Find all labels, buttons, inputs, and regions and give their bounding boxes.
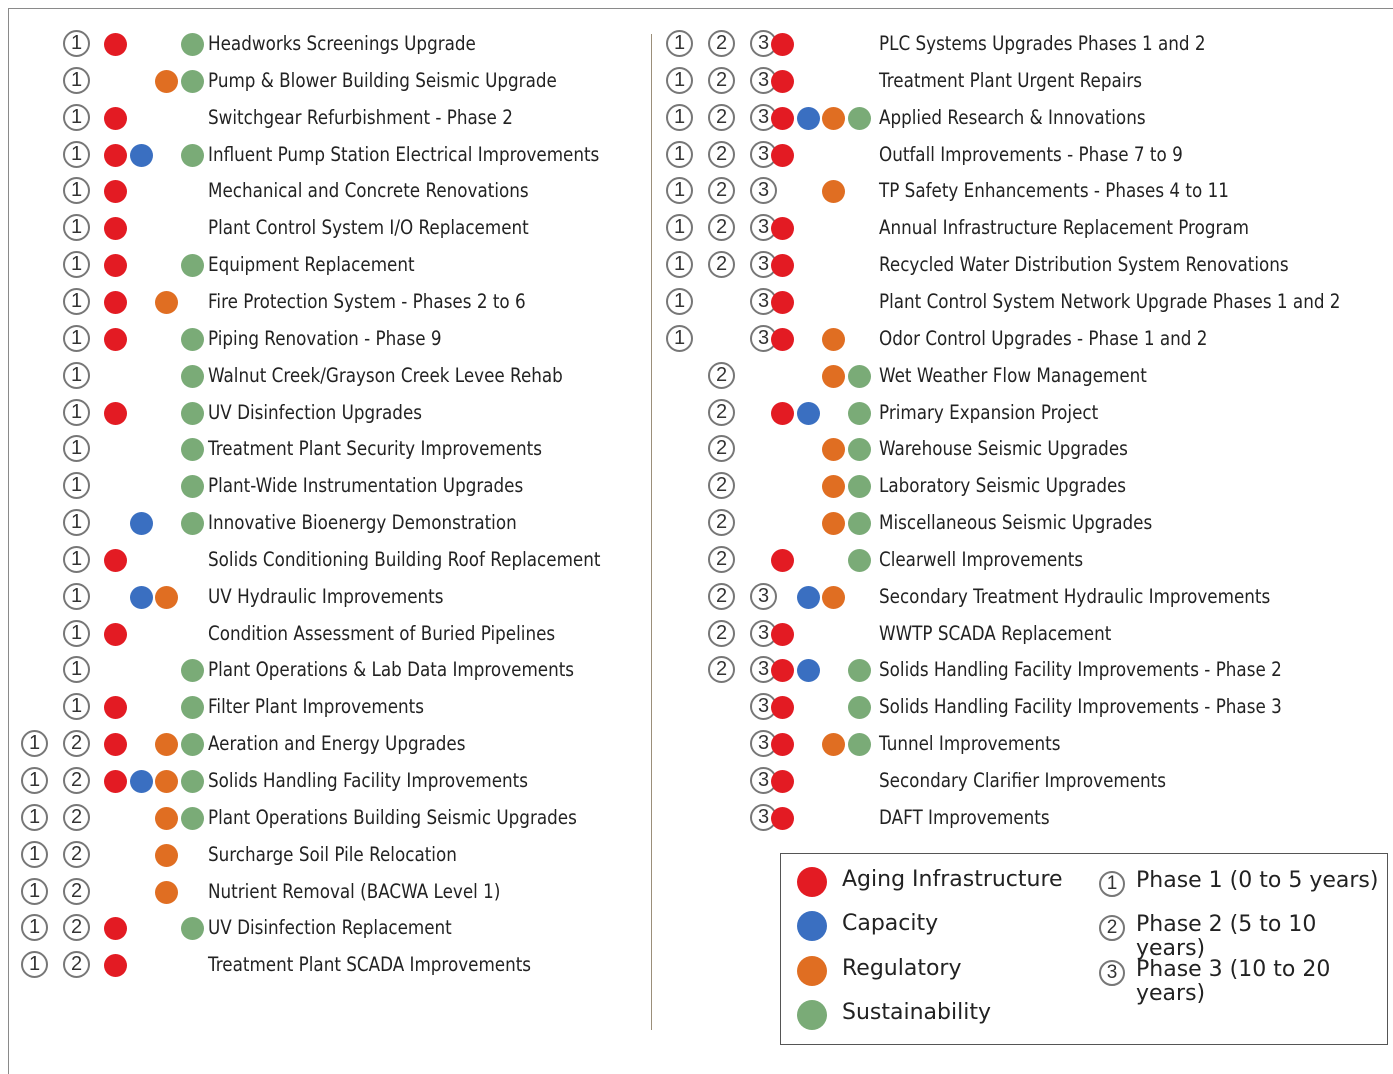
phase-1-icon: 1 (63, 104, 90, 131)
project-name: Warehouse Seismic Upgrades (879, 437, 1128, 461)
project-row (0, 947, 740, 983)
project-row (655, 63, 1393, 99)
phase-1-icon: 1 (63, 30, 90, 57)
project-name: Solids Handling Facility Improvements - Phase 3 (879, 695, 1282, 719)
regulatory-category-dot (155, 586, 178, 609)
sustainability-category-dot (181, 438, 204, 461)
phase-3-icon: 3 (750, 730, 777, 757)
regulatory-category-dot (155, 844, 178, 867)
project-name: Mechanical and Concrete Renovations (208, 179, 529, 203)
aging-category-dot (104, 917, 127, 940)
phase-1-icon: 1 (63, 399, 90, 426)
project-row (655, 763, 1393, 799)
phase-2-icon: 2 (708, 656, 735, 683)
legend-label-capacity: Capacity (842, 911, 939, 936)
sustainability-category-dot (181, 254, 204, 277)
project-name: Headworks Screenings Upgrade (208, 32, 476, 55)
project-row (0, 579, 740, 615)
aging-category-dot (104, 770, 127, 793)
aging-category-dot (104, 328, 127, 351)
project-row (0, 284, 740, 320)
project-row (0, 431, 740, 467)
sustainability-category-dot (848, 402, 871, 425)
phase-1-icon: 1 (21, 914, 48, 941)
phase-1-icon: 1 (21, 841, 48, 868)
regulatory-category-dot (155, 70, 178, 93)
project-name: Secondary Treatment Hydraulic Improvements (879, 584, 1271, 608)
aging-category-dot (104, 549, 127, 572)
project-name: Innovative Bioenergy Demonstration (208, 511, 517, 535)
sustainability-category-dot (848, 549, 871, 572)
project-row (655, 100, 1393, 136)
sustainability-category-dot (181, 70, 204, 93)
phase-3-icon: 3 (750, 251, 777, 278)
project-name: Solids Handling Facility Improvements - Phase 2 (879, 658, 1282, 682)
sustainability-category-dot (848, 365, 871, 388)
phase-2-icon: 2 (708, 251, 735, 278)
phase-1-icon: 1 (63, 509, 90, 536)
project-name: Influent Pump Station Electrical Improvements (208, 142, 600, 166)
project-row (0, 137, 740, 173)
project-row (0, 689, 740, 725)
project-row (0, 910, 740, 946)
phase-1-icon: 1 (63, 693, 90, 720)
project-name: DAFT Improvements (879, 805, 1050, 829)
phase-2-icon: 2 (63, 878, 90, 905)
sustainability-category-dot (181, 475, 204, 498)
sustainability-category-dot (848, 659, 871, 682)
phase-2-icon: 2 (708, 104, 735, 131)
regulatory-category-dot (822, 512, 845, 535)
project-row (655, 579, 1393, 615)
regulatory-category-dot (822, 328, 845, 351)
column-divider (651, 34, 652, 1030)
sustainability-category-dot (181, 696, 204, 719)
sustainability-category-dot (181, 365, 204, 388)
sustainability-category-dot (181, 33, 204, 56)
legend-label-aging: Aging Infrastructure (842, 867, 1063, 892)
phase-2-icon: 2 (708, 67, 735, 94)
aging-category-dot (771, 733, 794, 756)
phase-3-icon: 3 (750, 804, 777, 831)
project-row (0, 874, 740, 910)
phase-1-icon: 1 (21, 951, 48, 978)
project-name: PLC Systems Upgrades Phases 1 and 2 (879, 32, 1206, 55)
phase-1-icon: 1 (63, 620, 90, 647)
project-row (655, 395, 1393, 431)
phase-1-icon: 1 (1099, 871, 1125, 897)
sustainability-category-dot (181, 402, 204, 425)
project-row (0, 100, 740, 136)
phase-1-icon: 1 (21, 730, 48, 757)
project-row (655, 173, 1393, 209)
phase-3-icon: 3 (750, 141, 777, 168)
regulatory-category-dot (155, 733, 178, 756)
legend (780, 853, 1388, 1045)
regulatory-category-dot (822, 475, 845, 498)
project-row (655, 616, 1393, 652)
aging-category-dot (104, 623, 127, 646)
legend-label-sustainability: Sustainability (842, 1000, 991, 1025)
project-name: Applied Research & Innovations (879, 105, 1146, 129)
aging-category-dot (771, 291, 794, 314)
capacity-category-dot (130, 586, 153, 609)
phase-1-icon: 1 (63, 251, 90, 278)
sustainability-category-dot (848, 107, 871, 130)
project-row (0, 763, 740, 799)
aging-category-dot (771, 402, 794, 425)
sustainability-category-dot (848, 696, 871, 719)
aging-category-dot (771, 217, 794, 240)
project-row (0, 321, 740, 357)
sustainability-category-dot (848, 733, 871, 756)
project-row (655, 689, 1393, 725)
project-name: Treatment Plant SCADA Improvements (208, 953, 532, 977)
phase-2-icon: 2 (708, 583, 735, 610)
project-row (0, 247, 740, 283)
phase-2-icon: 2 (63, 841, 90, 868)
phase-3-icon: 3 (750, 656, 777, 683)
aging-category-dot (104, 180, 127, 203)
phase-2-icon: 2 (708, 399, 735, 426)
project-name: Clearwell Improvements (879, 547, 1084, 571)
phase-3-icon: 3 (750, 214, 777, 241)
phase-1-icon: 1 (666, 251, 693, 278)
phase-3-icon: 3 (750, 104, 777, 131)
aging-category-dot (104, 733, 127, 756)
aging-category-dot (104, 107, 127, 130)
project-name: Solids Conditioning Building Roof Replacement (208, 547, 601, 571)
aging-category-dot (771, 70, 794, 93)
project-row (0, 210, 740, 246)
phase-2-icon: 2 (708, 214, 735, 241)
phase-3-icon: 3 (750, 693, 777, 720)
aging-category-dot (771, 696, 794, 719)
project-name: Outfall Improvements - Phase 7 to 9 (879, 142, 1183, 166)
capacity-category-dot (797, 659, 820, 682)
phase-3-icon: 3 (750, 67, 777, 94)
phase-3-icon: 3 (750, 288, 777, 315)
phase-2-icon: 2 (63, 767, 90, 794)
legend-phase-3-label: Phase 3 (10 to 20 years) (1136, 957, 1331, 1006)
phase-3-icon: 3 (750, 177, 777, 204)
regulatory-category-dot (822, 586, 845, 609)
aging-category-dot (771, 254, 794, 277)
project-name: Plant-Wide Instrumentation Upgrades (208, 474, 524, 498)
project-row (0, 468, 740, 504)
phase-2-icon: 2 (708, 472, 735, 499)
project-row (0, 358, 740, 394)
sustainability-category-dot (181, 328, 204, 351)
project-row (655, 431, 1393, 467)
regulatory-category-dot (155, 881, 178, 904)
project-row (0, 542, 740, 578)
project-name: Odor Control Upgrades - Phase 1 and 2 (879, 326, 1208, 350)
phase-1-icon: 1 (666, 177, 693, 204)
project-row (0, 173, 740, 209)
project-name: Plant Control System I/O Replacement (208, 216, 529, 240)
aging-category-dot (771, 623, 794, 646)
project-name: Treatment Plant Urgent Repairs (879, 68, 1143, 92)
sustainability-category-dot (848, 512, 871, 535)
phase-2-icon: 2 (708, 620, 735, 647)
project-row (655, 137, 1393, 173)
aging-category-dot (104, 144, 127, 167)
aging-category-dot (104, 954, 127, 977)
project-name: Plant Operations Building Seismic Upgrades (208, 805, 577, 829)
project-name: Pump & Blower Building Seismic Upgrade (208, 68, 557, 92)
phase-1-icon: 1 (63, 67, 90, 94)
aging-category-dot (104, 696, 127, 719)
phase-2-icon: 2 (63, 951, 90, 978)
phase-1-icon: 1 (63, 583, 90, 610)
project-name: Equipment Replacement (208, 253, 415, 277)
phase-1-icon: 1 (63, 435, 90, 462)
capacity-category-dot (797, 586, 820, 609)
project-row (0, 395, 740, 431)
capacity-category-dot (130, 770, 153, 793)
project-name: Treatment Plant Security Improvements (208, 437, 543, 461)
regulatory-category-dot (822, 107, 845, 130)
phase-1-icon: 1 (21, 767, 48, 794)
phase-2-icon: 2 (1099, 915, 1125, 941)
aging-category-dot (771, 807, 794, 830)
project-name: Recycled Water Distribution System Renovations (879, 253, 1289, 277)
regulatory-category-dot (822, 365, 845, 388)
project-row (0, 26, 740, 62)
aging-category-dot (771, 33, 794, 56)
project-name: Plant Operations & Lab Data Improvements (208, 658, 575, 682)
aging-category-dot (104, 33, 127, 56)
aging-category-dot (771, 659, 794, 682)
phase-2-icon: 2 (63, 730, 90, 757)
project-name: Filter Plant Improvements (208, 695, 425, 719)
legend-phase-1-label: Phase 1 (0 to 5 years) (1136, 868, 1379, 893)
project-name: Solids Handling Facility Improvements (208, 769, 528, 792)
aging-category-dot (104, 217, 127, 240)
regulatory-category-dot (155, 807, 178, 830)
project-row (0, 837, 740, 873)
project-name: Nutrient Removal (BACWA Level 1) (208, 879, 501, 903)
phase-1-icon: 1 (666, 104, 693, 131)
phase-1-icon: 1 (666, 141, 693, 168)
project-row (655, 247, 1393, 283)
legend-phase-2-label: Phase 2 (5 to 10 years) (1136, 912, 1317, 961)
sustainability-category-dot (181, 917, 204, 940)
aging-category-dot (104, 291, 127, 314)
project-row (0, 505, 740, 541)
aging-category-dot (771, 549, 794, 572)
project-name: Aeration and Energy Upgrades (208, 732, 466, 756)
phase-1-icon: 1 (63, 362, 90, 389)
project-name: Piping Renovation - Phase 9 (208, 326, 442, 350)
project-row (655, 468, 1393, 504)
legend-swatch-aging (797, 867, 827, 897)
phase-1-icon: 1 (21, 878, 48, 905)
phase-3-icon: 3 (750, 620, 777, 647)
aging-category-dot (771, 107, 794, 130)
project-row (655, 542, 1393, 578)
aging-category-dot (771, 328, 794, 351)
capacity-category-dot (797, 402, 820, 425)
phase-1-icon: 1 (63, 141, 90, 168)
project-row (655, 284, 1393, 320)
project-row (655, 321, 1393, 357)
aging-category-dot (771, 770, 794, 793)
phase-2-icon: 2 (708, 177, 735, 204)
project-name: UV Disinfection Upgrades (208, 400, 423, 424)
phase-2-icon: 2 (708, 362, 735, 389)
sustainability-category-dot (181, 144, 204, 167)
aging-category-dot (104, 254, 127, 277)
project-row (0, 800, 740, 836)
project-name: Primary Expansion Project (879, 400, 1099, 424)
project-name: WWTP SCADA Replacement (879, 621, 1112, 645)
phase-2-icon: 2 (708, 509, 735, 536)
regulatory-category-dot (155, 291, 178, 314)
project-row (0, 726, 740, 762)
project-name: Secondary Clarifier Improvements (879, 769, 1166, 792)
project-name: Laboratory Seismic Upgrades (879, 474, 1127, 498)
sustainability-category-dot (848, 438, 871, 461)
phase-1-icon: 1 (63, 214, 90, 241)
project-row (655, 358, 1393, 394)
project-name: Tunnel Improvements (879, 732, 1061, 756)
project-name: Miscellaneous Seismic Upgrades (879, 511, 1153, 535)
legend-swatch-sustainability (797, 1000, 827, 1030)
regulatory-category-dot (822, 438, 845, 461)
phase-2-icon: 2 (63, 914, 90, 941)
phase-3-icon: 3 (750, 30, 777, 57)
phase-2-icon: 2 (708, 546, 735, 573)
legend-swatch-regulatory (797, 956, 827, 986)
phase-1-icon: 1 (63, 656, 90, 683)
project-name: Annual Infrastructure Replacement Program (879, 216, 1249, 240)
project-name: Switchgear Refurbishment - Phase 2 (208, 105, 513, 129)
sustainability-category-dot (181, 512, 204, 535)
project-name: Surcharge Soil Pile Relocation (208, 842, 457, 866)
project-name: UV Disinfection Replacement (208, 916, 452, 940)
sustainability-category-dot (181, 659, 204, 682)
project-name: Wet Weather Flow Management (879, 363, 1147, 387)
project-row (655, 800, 1393, 836)
project-row (0, 652, 740, 688)
phase-3-icon: 3 (750, 583, 777, 610)
regulatory-category-dot (155, 770, 178, 793)
phase-2-icon: 2 (708, 435, 735, 462)
aging-category-dot (104, 402, 127, 425)
project-row (0, 616, 740, 652)
phase-1-icon: 1 (666, 214, 693, 241)
sustainability-category-dot (181, 807, 204, 830)
aging-category-dot (771, 144, 794, 167)
legend-label-regulatory: Regulatory (842, 956, 962, 981)
phase-1-icon: 1 (63, 325, 90, 352)
regulatory-category-dot (822, 733, 845, 756)
phase-2-icon: 2 (708, 141, 735, 168)
phase-1-icon: 1 (63, 177, 90, 204)
phase-3-icon: 3 (750, 325, 777, 352)
project-name: Condition Assessment of Buried Pipelines (208, 621, 556, 645)
project-name: Fire Protection System - Phases 2 to 6 (208, 289, 526, 313)
phase-1-icon: 1 (21, 804, 48, 831)
phase-1-icon: 1 (63, 472, 90, 499)
phase-1-icon: 1 (63, 546, 90, 573)
project-row (0, 63, 740, 99)
sustainability-category-dot (181, 770, 204, 793)
regulatory-category-dot (822, 180, 845, 203)
phase-1-icon: 1 (666, 67, 693, 94)
phase-1-icon: 1 (63, 288, 90, 315)
project-row (655, 210, 1393, 246)
project-name: UV Hydraulic Improvements (208, 584, 444, 608)
project-name: TP Safety Enhancements - Phases 4 to 11 (879, 179, 1229, 203)
project-row (655, 505, 1393, 541)
project-name: Walnut Creek/Grayson Creek Levee Rehab (208, 363, 563, 387)
sustainability-category-dot (181, 733, 204, 756)
phase-1-icon: 1 (666, 288, 693, 315)
phase-1-icon: 1 (666, 325, 693, 352)
capacity-category-dot (797, 107, 820, 130)
phase-3-icon: 3 (750, 767, 777, 794)
phase-3-icon: 3 (1099, 960, 1125, 986)
capacity-category-dot (130, 144, 153, 167)
project-row (655, 652, 1393, 688)
capacity-category-dot (130, 512, 153, 535)
phase-2-icon: 2 (708, 30, 735, 57)
sustainability-category-dot (848, 475, 871, 498)
project-row (655, 26, 1393, 62)
phase-2-icon: 2 (63, 804, 90, 831)
phase-1-icon: 1 (666, 30, 693, 57)
legend-swatch-capacity (797, 911, 827, 941)
project-name: Plant Control System Network Upgrade Phases 1 and 2 (879, 289, 1341, 313)
project-row (655, 726, 1393, 762)
